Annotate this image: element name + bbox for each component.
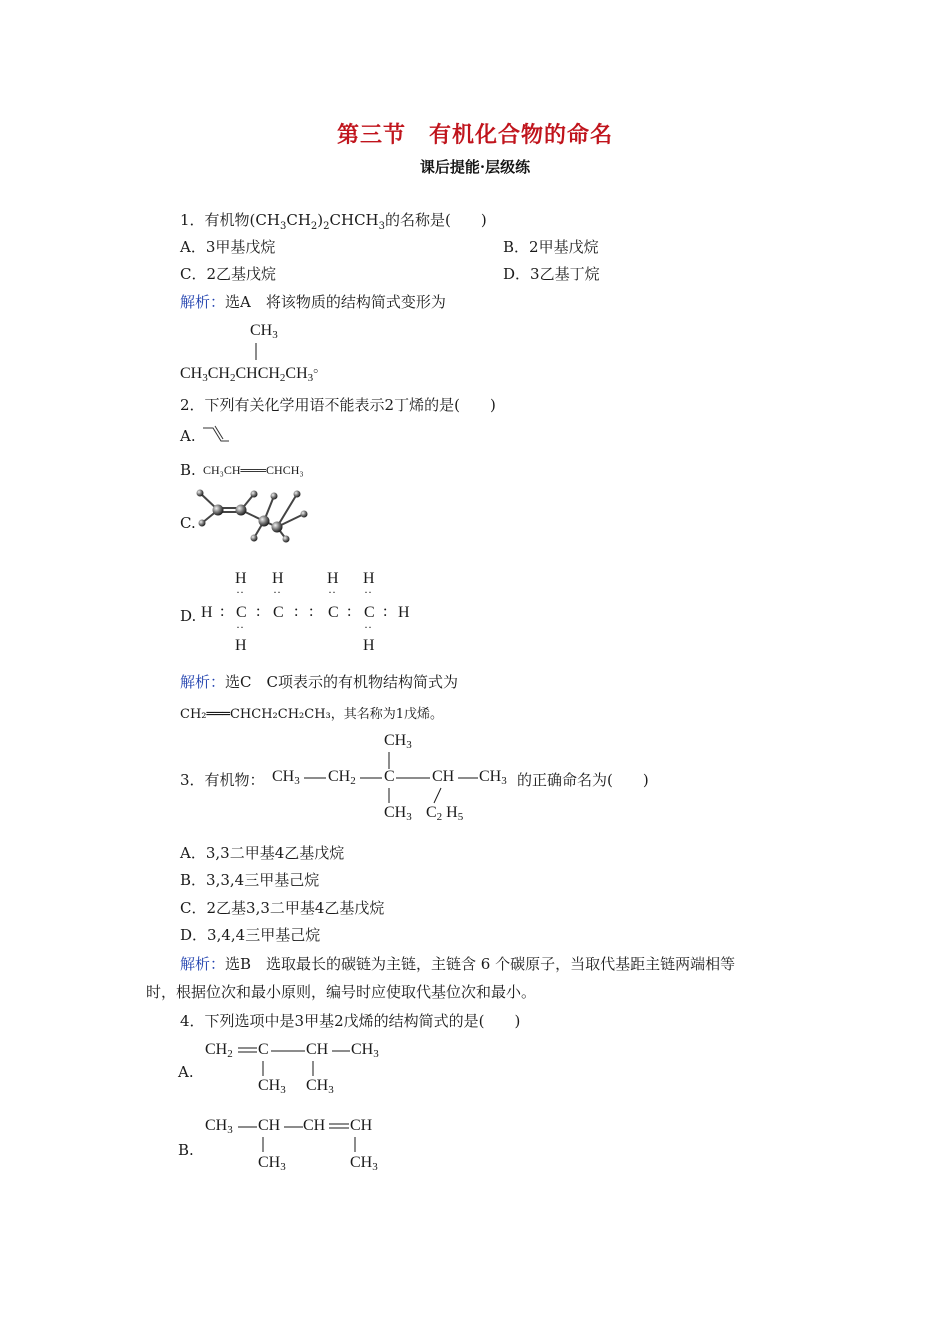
q2-stem: 2．下列有关化学用语不能表示2丁烯的是( ) [180,396,496,414]
q1-struct-top: $CH_3$ [250,322,278,341]
q2-option-b-label: B. [180,461,196,479]
q1-analysis: 解析：选A 将该物质的结构简式变形为 [180,293,446,311]
q3-option-b: B．3,3,4三甲基己烷 [180,871,320,889]
analysis-label: 解析： [180,673,226,691]
q1-option-a: A．3甲基戊烷 [180,238,276,256]
q3-option-a: A．3,3二甲基4乙基戊烷 [180,844,345,862]
q2-option-a-label: A. [180,427,196,445]
q4-option-a-label: A. [178,1063,194,1081]
q4-stem: 4．下列选项中是3甲基2戊烯的结构简式的是( ) [180,1012,521,1030]
q2-analysis: 解析：选C C项表示的有机物结构简式为 [180,673,458,691]
analysis-label: 解析： [180,955,226,973]
page-subtitle: 课后提能·层级练 [419,158,531,176]
q1-struct-chain: $CH_3CH_2CHCH_2CH_3$。 [180,361,328,384]
q1-option-b: B．2甲基戊烷 [503,238,599,256]
q2-option-d-label: D. [180,607,197,625]
q1-option-d: D．3乙基丁烷 [503,265,600,283]
analysis-label: 解析： [180,293,226,311]
q4-option-b-label: B. [178,1141,194,1159]
q1-stem: 1．有机物$(CH_3CH_2)_2CHCH_3$的名称是( ) [180,211,487,232]
q2-option-a-skeletal [203,426,231,444]
q3-option-d: D．3,4,4三甲基己烷 [180,926,321,944]
q3-analysis: 解析：选B 选取最长的碳链为主链，主链含 6 个碳原子，当取代基距主链两端相等 [180,955,736,973]
q3-stem-post: 的正确命名为( ) [517,771,649,789]
q1-option-c: C．2乙基戊烷 [180,265,277,283]
q3-analysis-line2: 时，根据位次和最小原则，编号时应使取代基位次和最小。 [146,983,537,1001]
q2-analysis-line2: CH₂═══CHCH₂CH₂CH₃，其名称为1戊烯。 [180,707,444,722]
page-title: 第三节 有机化合物的命名 [336,122,613,148]
q3-stem-pre: 3．有机物： [180,771,265,789]
q2-option-c-ball-stick-model [194,487,310,551]
q2-option-c-label: C. [180,514,196,532]
q2-option-b-formula: CH₃CH═══CHCH₃ [203,463,304,477]
q3-option-c: C．2乙基3,3二甲基4乙基戊烷 [180,899,385,917]
